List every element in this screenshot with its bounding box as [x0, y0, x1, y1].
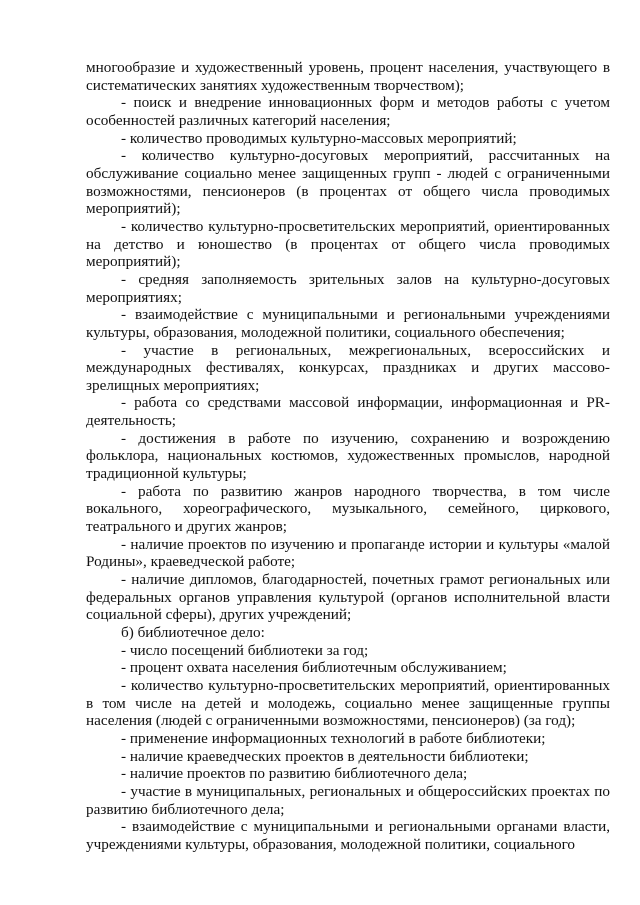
list-item-library-visits: - число посещений библиотеки за год;: [121, 641, 369, 659]
paragraph-continuation: многообразие и художественный уровень, процент населения, участвующего в систематических занятиях художественным творчеством);: [86, 59, 610, 94]
document-page: [86, 59, 610, 854]
list-item-coverage-percent: - процент охвата населения библиотечным обслуживанием;: [121, 659, 507, 677]
list-item-folklore-achievements: - достижения в работе по изучению, сохранению и возрождению фольклора, национальных костюмов, художественных промыслов, народной традиционной культуры;: [86, 429, 610, 483]
list-item-institution-cooperation: - взаимодействие с муниципальными и региональными учреждениями культуры, образования, молодежной политики, социального обеспечения;: [86, 306, 610, 341]
list-item-library-local-history: - наличие краеведческих проектов в деятельности библиотеки;: [121, 747, 529, 765]
list-item-innovative-forms: - поиск и внедрение инновационных форм и методов работы с учетом особенностей различных категорий населения;: [86, 94, 610, 129]
list-item-library-cooperation: - взаимодействие с муниципальными и региональными органами власти, учреждениями культуры, образования, молодежной политики, социального: [86, 818, 610, 853]
list-item-leisure-events-vulnerable: - количество культурно-досуговых мероприятий, рассчитанных на обслуживание социально менее защищенных групп - людей с ограниченными возможностями, пенсионеров (в процентах от общего числа проводимых мероприятий);: [86, 147, 610, 218]
list-item-mass-events-count: - количество проводимых культурно-массовых мероприятий;: [121, 129, 517, 147]
list-item-festival-participation: - участие в региональных, межрегиональных, всероссийских и международных фестивалях, конкурсах, праздниках и других массово-зрелищных мероприятиях;: [86, 341, 610, 394]
list-item-library-events: - количество культурно-просветительских мероприятий, ориентированных в том числе на детей и молодежь, социально менее защищенные группы населения (людей с ограниченными возможностями, пенсионеров) (за год);: [86, 676, 610, 730]
list-item-hall-occupancy: - средняя заполняемость зрительных залов на культурно-досуговых мероприятиях;: [86, 270, 610, 306]
list-item-library-development-projects: - наличие проектов по развитию библиотечного дела;: [121, 765, 468, 783]
list-item-library-project-participation: - участие в муниципальных, региональных и общероссийских проектах по развитию библиотечного дела;: [86, 782, 610, 818]
section-heading-library: б) библиотечное дело:: [121, 624, 265, 641]
list-item-diplomas: - наличие дипломов, благодарностей, почетных грамот региональных или федеральных органов управления культурой (органов исполнительной власти социальной сферы), других учреждений;: [86, 571, 610, 624]
list-item-folk-genres: - работа по развитию жанров народного творчества, в том числе вокального, хореографического, музыкального, семейного, циркового, театрального и других жанров;: [86, 482, 610, 536]
list-item-media-pr: - работа со средствами массовой информации, информационная и PR-деятельность;: [86, 394, 610, 430]
list-item-educational-events-youth: - количество культурно-просветительских мероприятий, ориентированных на детство и юношество (в процентах от общего числа проводимых мероприятий);: [86, 217, 610, 271]
list-item-it-usage: - применение информационных технологий в работе библиотеки;: [121, 729, 546, 747]
list-item-local-history-projects: - наличие проектов по изучению и пропаганде истории и культуры «малой Родины», краеведческой работе;: [86, 535, 610, 571]
